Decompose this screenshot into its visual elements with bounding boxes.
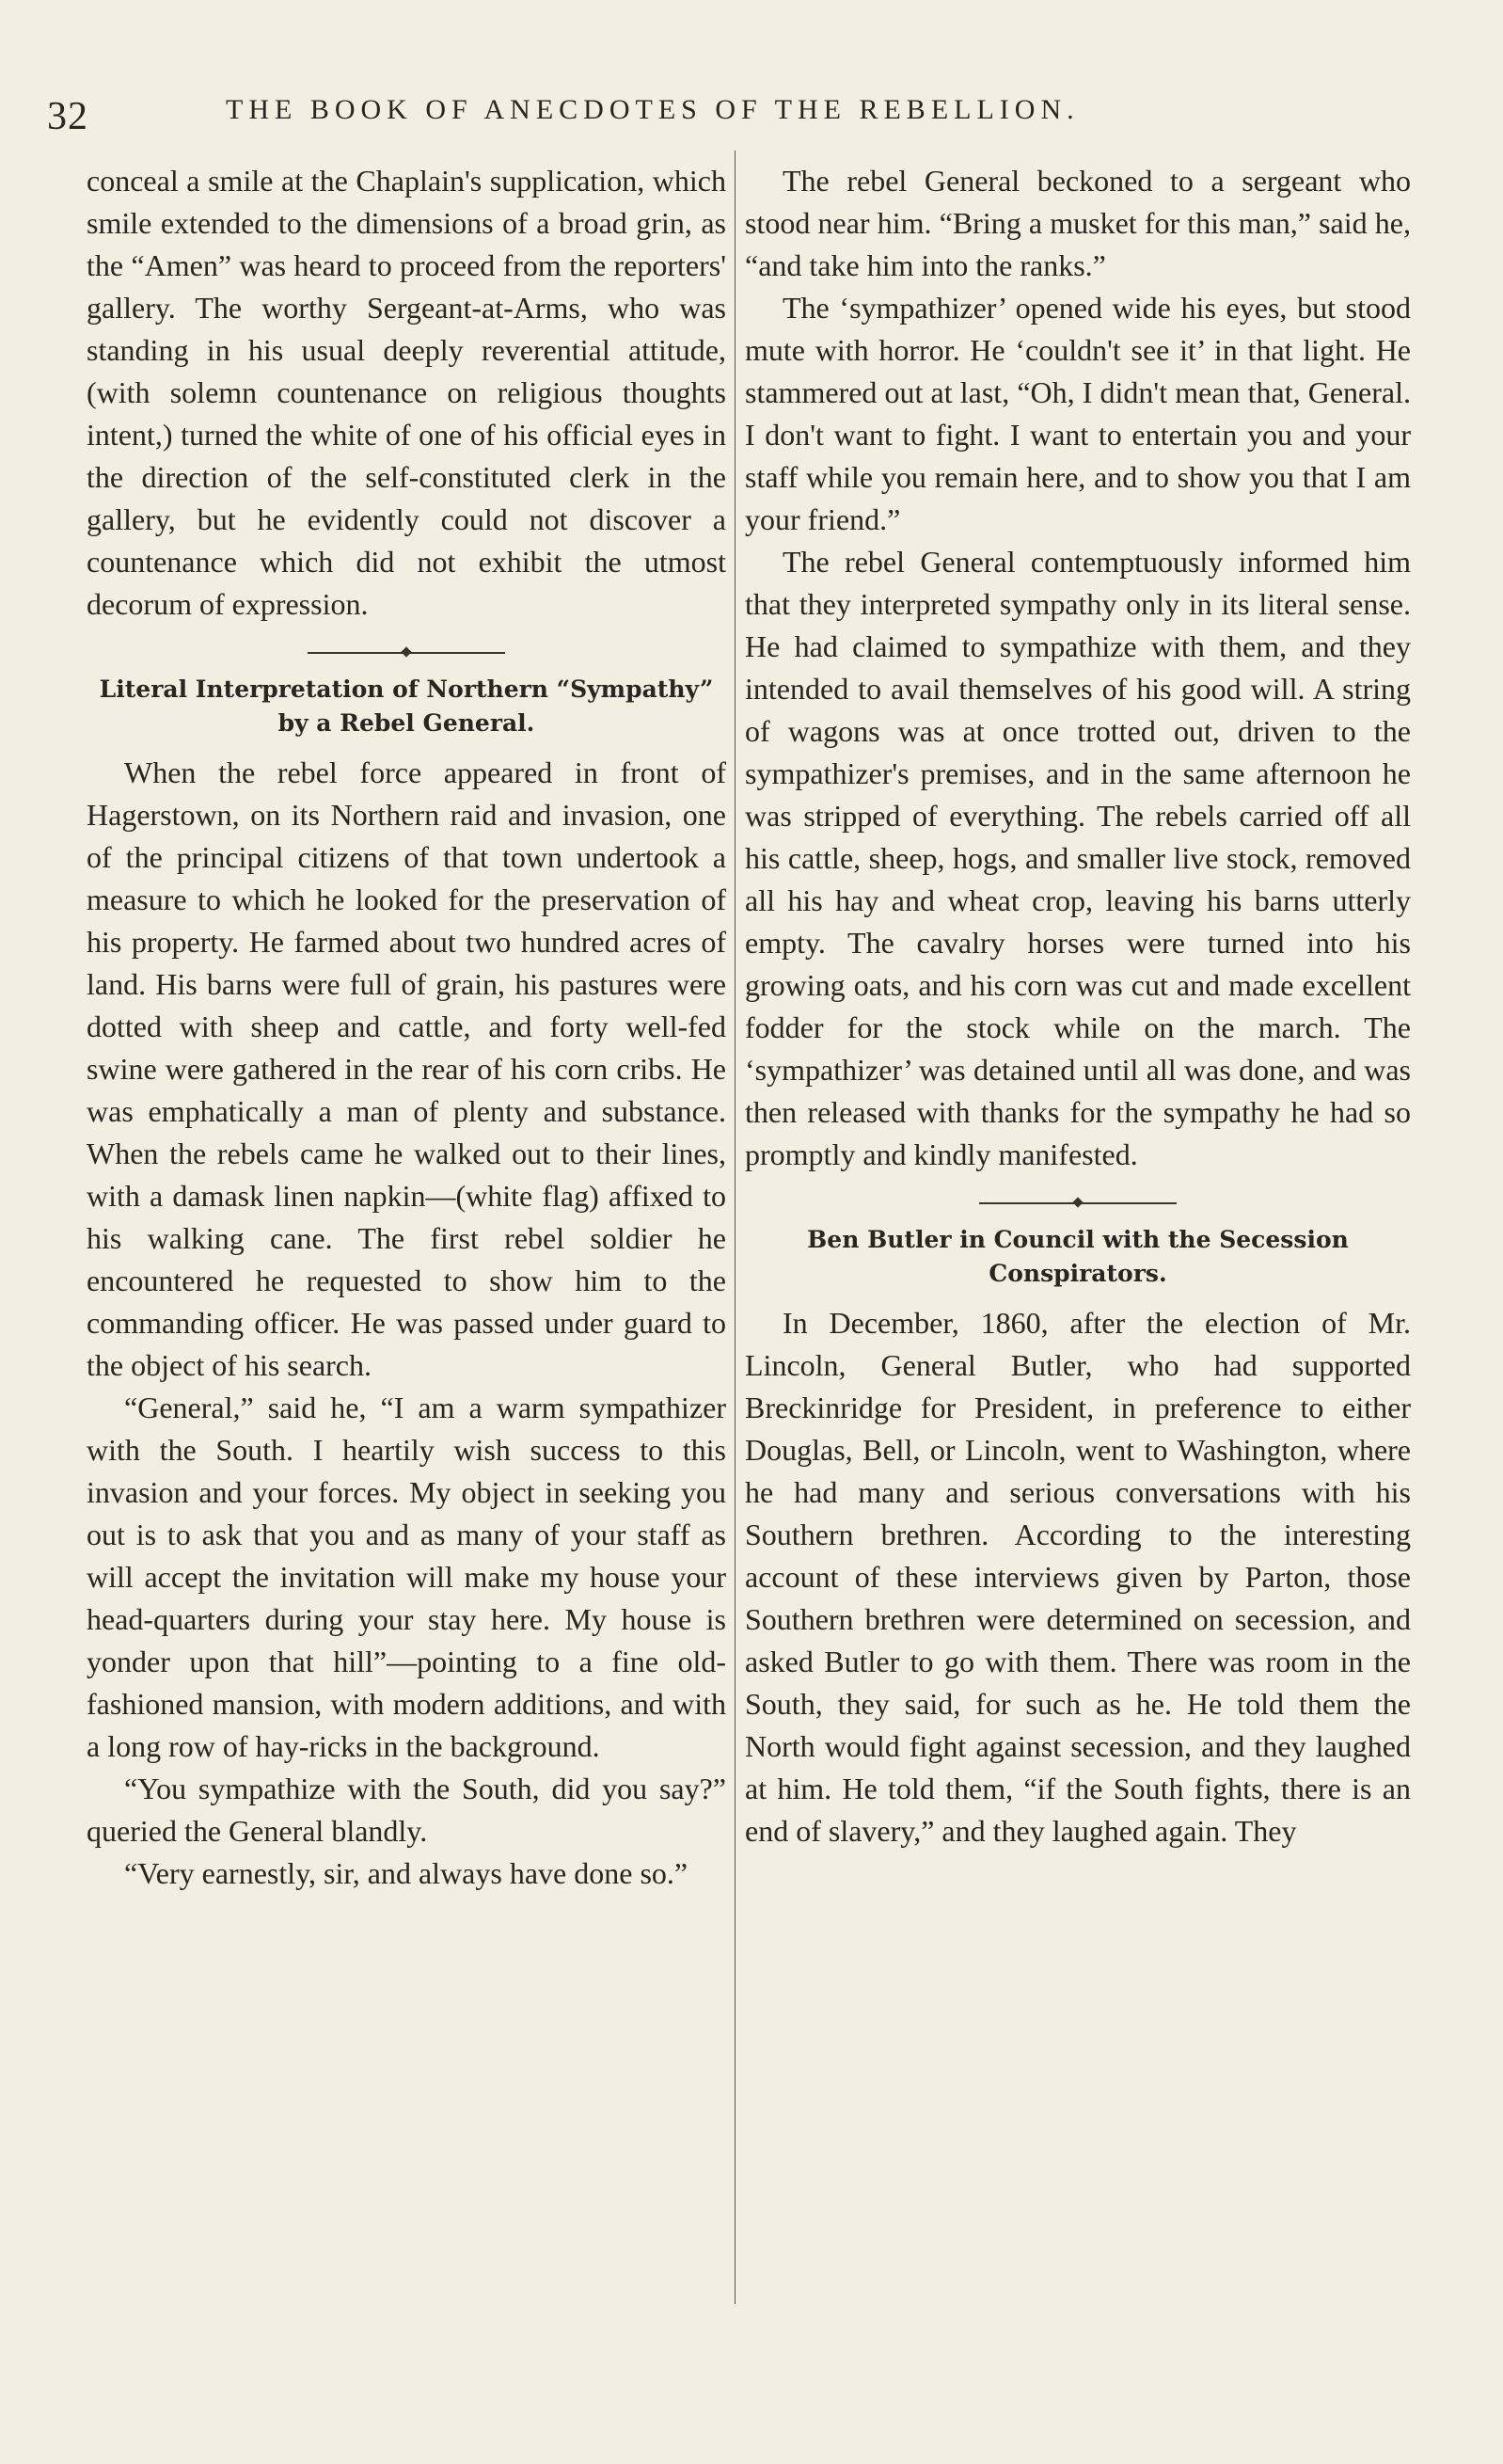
- section-divider: [979, 1202, 1177, 1204]
- section-divider: [308, 652, 505, 654]
- page-number: 32: [47, 95, 88, 138]
- right-column: [745, 160, 1411, 1852]
- paragraph: conceal a smile at the Chaplain's supplication, which smile extended to the dimensions of a broad grin, as the “Amen” was heard to proceed from the reporters' gallery. The worthy Sergeant-at-Arms, who was standing in his usual deeply reverential attitude, (with solemn countenance on religious thoughts intent,) turned the white of one of his official eyes in the direction of the self-constituted clerk in the gallery, but he evidently could not discover a countenance which did not exhibit the utmost decorum of expression.: [87, 164, 726, 621]
- left-column: [87, 160, 726, 1895]
- column-divider: [735, 151, 736, 2304]
- paragraph: The rebel General beckoned to a sergeant who stood near him. “Bring a musket for this man,” said he, “and take him into the ranks.”: [745, 164, 1411, 282]
- paragraph: “Very earnestly, sir, and always have done so.”: [124, 1856, 688, 1890]
- paragraph: “You sympathize with the South, did you say?” queried the General blandly.: [87, 1772, 726, 1848]
- paragraph: When the rebel force appeared in front of Hagerstown, on its Northern raid and invasion, one of the principal citizens of that town undertook a measure to which he looked for the preservation of his property. He farmed about two hundred acres of land. His barns were full of grain, his pastures were dotted with sheep and cattle, and forty well-fed swine were gathered in the rear of his corn cribs. He was emphatically a man of plenty and substance. When the rebels came he walked out to their lines, with a damask linen napkin—(white flag) affixed to his walking cane. The first rebel soldier he encountered he requested to show him to the commanding officer. He was passed under guard to the object of his search.: [87, 755, 726, 1382]
- paragraph: The rebel General contemptuously informed him that they interpreted sympathy only in its literal sense. He had claimed to sympathize with them, and they intended to avail themselves of his good will. A string of wagons was at once trotted out, driven to the sympathizer's premises, and in the same afternoon he was stripped of everything. The rebels carried off all his cattle, sheep, hogs, and smaller live stock, removed all his hay and wheat crop, leaving his barns utterly empty. The cavalry horses were turned into his growing oats, and his corn was cut and made excellent fodder for the stock while on the march. The ‘sympathizer’ was detained until all was done, and was then released with thanks for the sympathy he had so promptly and kindly manifested.: [745, 545, 1411, 1171]
- running-title: THE BOOK OF ANECDOTES OF THE REBELLION.: [226, 94, 1080, 125]
- section-heading: Ben Butler in Council with the Secession Conspirators.: [807, 1226, 1349, 1287]
- section-heading: Literal Interpretation of Northern “Sympathy” by a Rebel General.: [99, 676, 714, 737]
- paragraph: The ‘sympathizer’ opened wide his eyes, but stood mute with horror. He ‘couldn't see it’ in that light. He stammered out at last, “Oh, I didn't mean that, General. I don't want to fight. I want to entertain you and your staff while you remain here, and to show you that I am your friend.”: [745, 291, 1411, 536]
- paragraph: “General,” said he, “I am a warm sympathizer with the South. I heartily wish success to this invasion and your forces. My object in seeking you out is to ask that you and as many of your staff as will accept the invitation will make my house your head-quarters during your stay here. My house is yonder upon that hill”—pointing to a fine old-fashioned mansion, with modern additions, and with a long row of hay-ricks in the background.: [87, 1391, 726, 1763]
- paragraph: In December, 1860, after the election of Mr. Lincoln, General Butler, who had supported Breckinridge for President, in preference to either Douglas, Bell, or Lincoln, went to Washington, where he had many and serious conversations with his Southern brethren. According to the interesting account of these interviews given by Parton, those Southern brethren were determined on secession, and asked Butler to go with them. There was room in the South, they said, for such as he. He told them the North would fight against secession, and they laughed at him. He told them, “if the South fights, there is an end of slavery,” and they laughed again. They: [745, 1306, 1411, 1848]
